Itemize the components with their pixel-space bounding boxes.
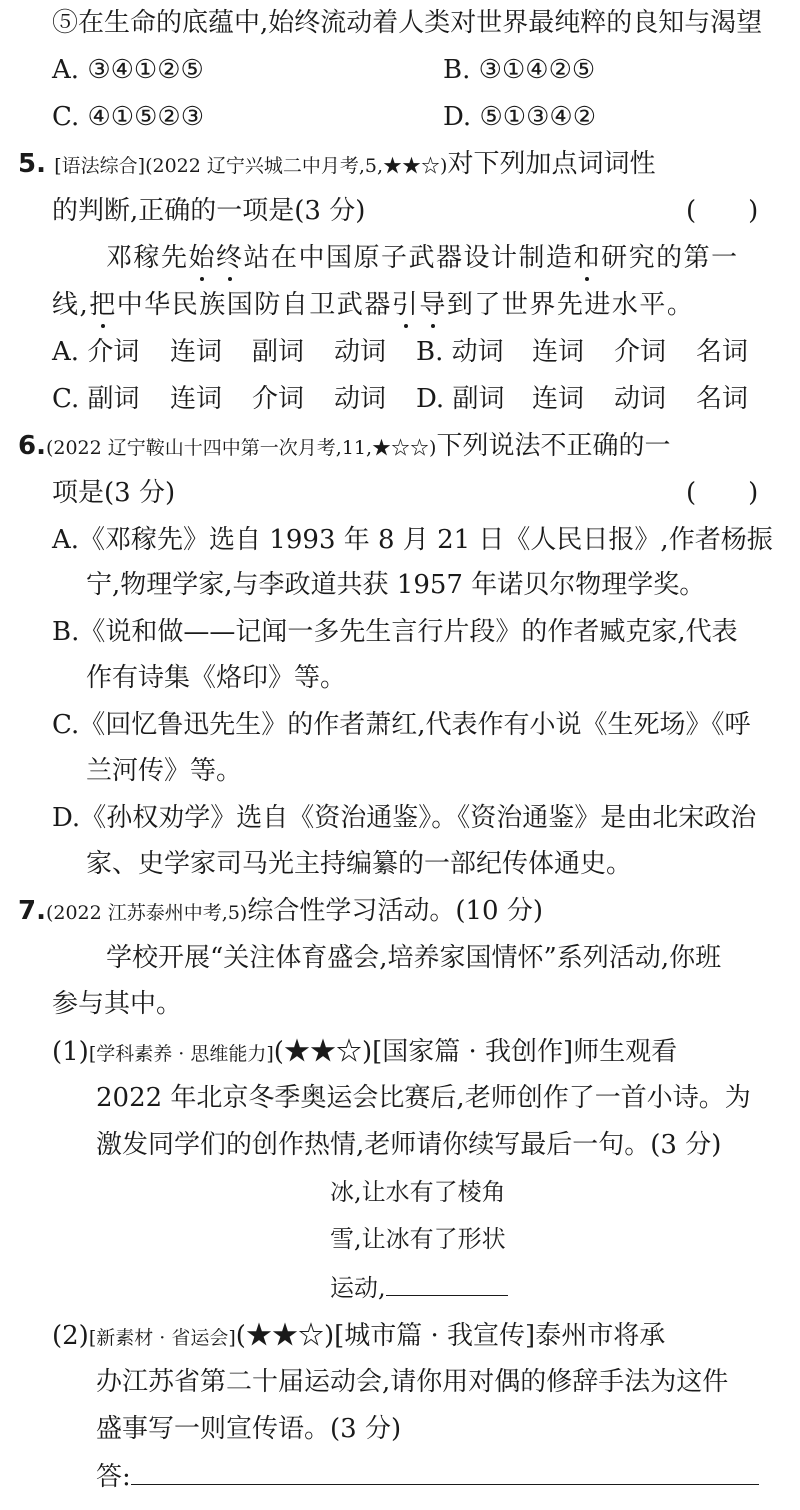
q7-title: 综合性学习活动。(10 分) xyxy=(247,896,543,926)
q7-sub1-line2: 2022 年北京冬季奥运会比赛后,老师创作了一首小诗。为 xyxy=(96,1083,751,1113)
q6-option-a-cont: 宁,物理学家,与李政道共获 1957 年诺贝尔物理学奖。 xyxy=(86,570,706,600)
q5-answer-paren[interactable]: ( ) xyxy=(686,196,759,226)
q5-option-c[interactable]: C. 副词 xyxy=(52,384,140,414)
answer-label: 答: xyxy=(96,1462,131,1492)
q4-option-c[interactable]: C. ④①⑤②③ xyxy=(52,102,205,132)
q5-number: 5. xyxy=(18,149,46,179)
q5-option-d[interactable]: D. 副词 xyxy=(416,384,505,414)
q4-option-a[interactable]: A. ③④①②⑤ xyxy=(52,55,204,85)
q4-option-d[interactable]: D. ⑤①③④② xyxy=(443,102,596,132)
poem-line-2: 雪,让冰有了形状 xyxy=(330,1225,506,1253)
q5-options-row2: C. 副词 连词 介词 动词 D. 副词 连词 动词 名词 xyxy=(52,384,749,414)
q7-sub2-tag2: [城市篇 · 我宣传] xyxy=(334,1321,536,1351)
q5-tag: [语法综合] xyxy=(54,155,146,177)
q5-source: (2022 辽宁兴城二中月考,5,★★☆) xyxy=(145,155,448,177)
q6-stem-line1: 6.(2022 辽宁鞍山十四中第一次月考,11,★☆☆)下列说法不正确的一 xyxy=(18,431,671,461)
dotted-word-1b: 终 xyxy=(216,243,244,273)
q5-passage-line2: 线,把中华民族国防自卫武器引导到了世界先进水平。 xyxy=(52,290,695,320)
q6-option-b-cont: 作有诗集《烙印》等。 xyxy=(86,663,347,693)
q6-number: 6. xyxy=(18,431,46,461)
q4-statement-5: ⑤在生命的底蕴中,始终流动着人类对世界最纯粹的良知与渴望 xyxy=(52,8,763,38)
q7-sub2-line3: 盛事写一则宣传语。(3 分) xyxy=(96,1414,402,1444)
q5-options-row1: A. 介词 连词 副词 动词 B. 动词 连词 介词 名词 xyxy=(52,337,749,367)
dotted-word-2: 和 xyxy=(573,243,602,273)
q6-stem-line2: 项是(3 分) xyxy=(52,478,176,508)
dotted-word-4a: 引 xyxy=(391,290,420,320)
q7-intro-line2: 参与其中。 xyxy=(52,989,183,1019)
q6-answer-paren[interactable]: ( ) xyxy=(686,478,759,508)
q6-option-b[interactable]: B.《说和做——记闻一多先生言行片段》的作者臧克家,代表 xyxy=(52,617,738,647)
q6-option-d[interactable]: D.《孙权劝学》选自《资治通鉴》。《资治通鉴》是由北宋政治 xyxy=(52,803,757,833)
q7-stem xyxy=(18,894,543,928)
q7-sub2-line2: 办江苏省第二十届运动会,请你用对偶的修辞手法为这件 xyxy=(96,1367,729,1397)
q5-passage-line1: 邓稼先始终站在中国原子武器设计制造和研究的第一 xyxy=(106,243,739,273)
q5-option-b[interactable]: B. 动词 xyxy=(416,337,504,367)
q7-sub2-line1: (2)[新素材 · 省运会](★★☆)[城市篇 · 我宣传]泰州市将承 xyxy=(52,1321,666,1351)
q6-option-c-cont: 兰河传》等。 xyxy=(86,756,243,786)
dotted-word-1: 始 xyxy=(188,243,217,273)
q7-sub2-tag1: [新素材 · 省运会] xyxy=(88,1327,236,1349)
q6-option-a[interactable]: A.《邓稼先》选自 1993 年 8 月 21 日《人民日报》,作者杨振 xyxy=(52,525,773,555)
dotted-word-3: 把 xyxy=(89,290,117,320)
q6-source: (2022 辽宁鞍山十四中第一次月考,11,★☆☆) xyxy=(45,437,437,459)
q5-option-a[interactable]: A. 介词 xyxy=(52,337,140,367)
poem-line-1: 冰,让水有了棱角 xyxy=(330,1178,506,1206)
q5-stem-line1: 5. [语法综合](2022 辽宁兴城二中月考,5,★★☆)对下列加点词词性 xyxy=(18,149,656,179)
poem-line-3: 运动, xyxy=(330,1269,508,1303)
q7-sub2-answer xyxy=(96,1458,759,1492)
q7-sub1-line3: 激发同学们的创作热情,老师请你续写最后一句。(3 分) xyxy=(96,1130,722,1160)
answer-blank-line[interactable] xyxy=(131,1458,759,1485)
q7-sub1-tag1: [学科素养 · 思维能力] xyxy=(88,1043,274,1065)
q6-option-d-cont: 家、史学家司马光主持编纂的一部纪传体通史。 xyxy=(86,849,633,879)
q6-option-c[interactable]: C.《回忆鲁迅先生》的作者萧红,代表作有小说《生死场》《呼 xyxy=(52,710,751,740)
q7-number: 7. xyxy=(18,896,46,926)
q7-sub1-stars: (★★☆) xyxy=(273,1037,373,1067)
dotted-word-4b: 导 xyxy=(419,290,447,320)
q7-sub1-tag2: [国家篇 · 我创作] xyxy=(372,1037,574,1067)
poem-answer-blank[interactable] xyxy=(386,1269,508,1296)
q7-sub1-line1: (1)[学科素养 · 思维能力](★★☆)[国家篇 · 我创作]师生观看 xyxy=(52,1037,678,1067)
q4-option-b[interactable]: B. ③①④②⑤ xyxy=(443,55,596,85)
q7-sub2-stars: (★★☆) xyxy=(235,1321,335,1351)
q7-intro-line1: 学校开展“关注体育盛会,培养家国情怀”系列活动,你班 xyxy=(106,943,722,973)
q7-source: (2022 江苏泰州中考,5) xyxy=(45,902,248,924)
q5-stem-line2: 的判断,正确的一项是(3 分) xyxy=(52,196,366,226)
